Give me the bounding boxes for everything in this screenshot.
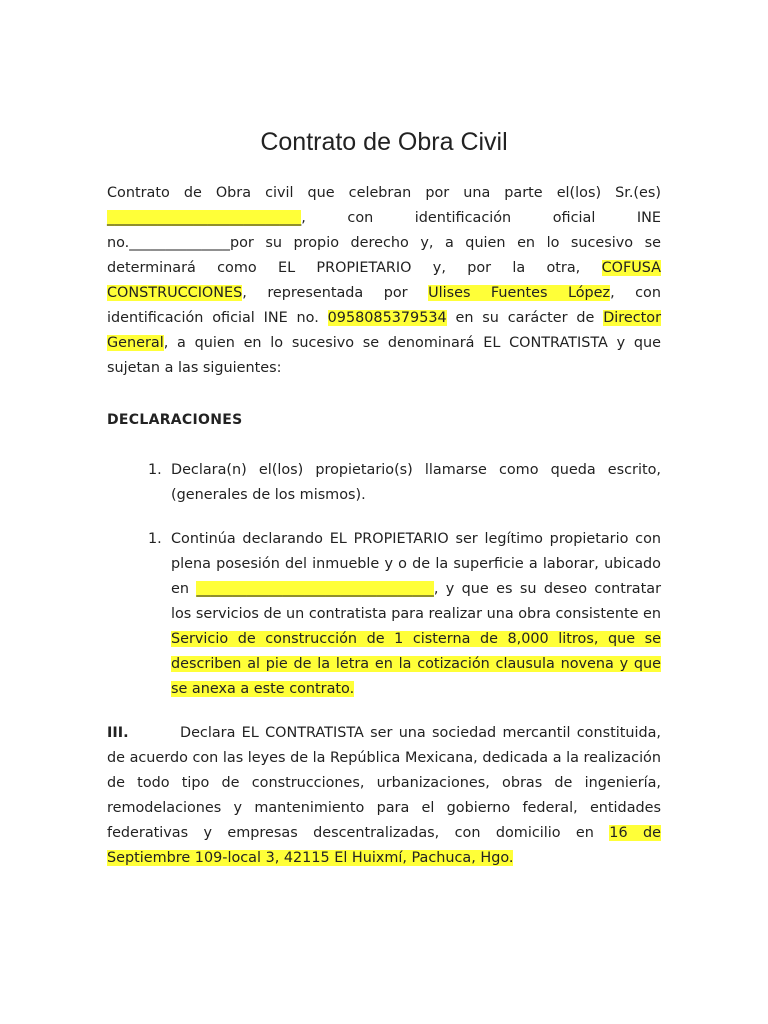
intro-text-4: , representada por [242,285,429,301]
ine-number: 0958085379534 [327,310,447,326]
declaration-3-text: Declara EL CONTRATISTA ser una sociedad mercantil constituida, de acuerdo con las leyes de la República Mexicana, dedicada a la realización de todo tipo de construcciones, urbanizaciones, obras de ingeniería, remodelaciones y mantenimiento para el gobierno federal, entidades federativas y empresas descentralizadas, con domicilio en [107,725,661,841]
declaration-2-number: 1. [148,531,162,547]
intro-text-1: Contrato de Obra civil que celebran por una parte el(los) Sr.(es) [107,185,661,201]
company-name: COFUSA CONSTRUCCIONES [107,260,661,301]
intro-text-7: , a quien en lo sucesivo se denominará EL CONTRATISTA y que sujetan a las siguientes: [107,335,661,376]
document-title: Contrato de Obra Civil [260,128,508,156]
intro-text-5: , con identificación oficial INE no. [107,285,661,326]
representative-name: Ulises Fuentes López [428,285,611,301]
intro-text-2: , con identificación oficial INE no. [107,210,661,251]
contractor-address: 16 de Septiembre 109-local 3, 42115 El Huixmí, Pachuca, Hgo. [107,825,661,866]
declaration-item-3 [107,721,661,871]
declarations-heading: DECLARACIONES [107,412,243,428]
document-page [107,0,661,1024]
representative-role: Director General [107,310,661,351]
declaration-1-text: Declara(n) el(los) propietario(s) llamarse como queda escrito, (generales de los mismos). [171,462,661,503]
intro-text-3: por su propio derecho y, a quien en lo sucesivo se determinará como EL PROPIETARIO y, por la otra, [107,235,661,276]
service-description: Servicio de construcción de 1 cisterna de 8,000 litros, que se describen al pie de la letra en la cotización clausula novena y que se anexa a este contrato. [171,631,661,697]
property-location-blank: _________________________________ [196,581,434,597]
owner-ine-blank: ______________ [129,235,230,251]
intro-paragraph [107,181,661,381]
declaration-2-text-1: Continúa declarando EL PROPIETARIO ser legítimo propietario con plena posesión del inmueble y o de la superficie a laborar, ubicado en [171,531,661,597]
declaration-3-number: III. [107,725,129,741]
declaration-2-text-2: , y que es su deseo contratar los servicios de un contratista para realizar una obra consistente en [171,581,661,622]
declaration-2-text [171,527,661,702]
owner-name-blank: ___________________________ [107,210,302,226]
intro-text-6: en su carácter de [446,310,604,326]
declaration-1-number: 1. [148,462,162,478]
